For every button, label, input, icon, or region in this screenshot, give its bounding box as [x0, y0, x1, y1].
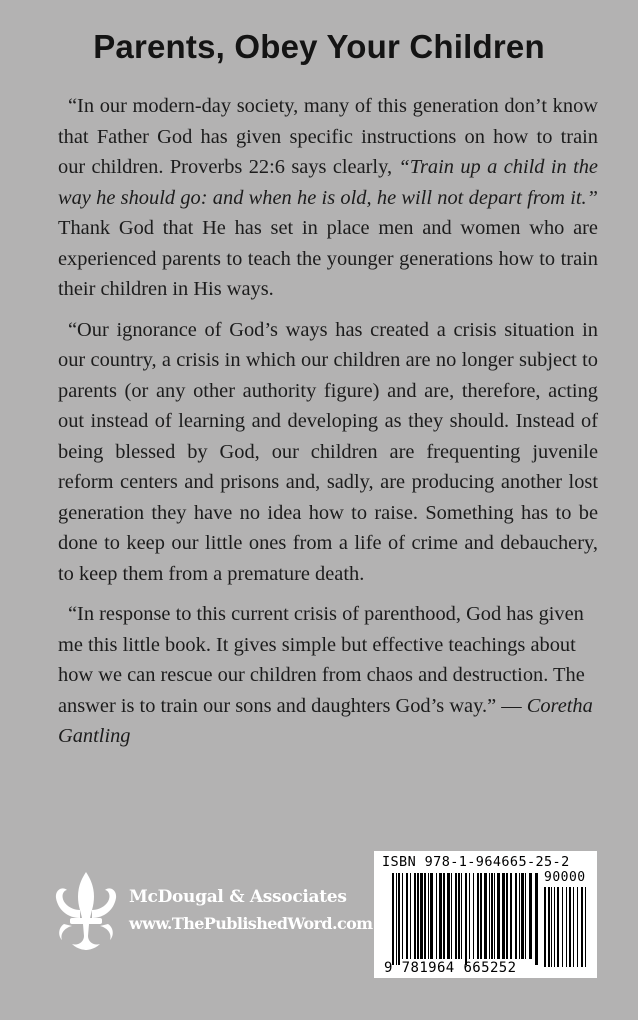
blurb-text — [58, 91, 598, 762]
barcode-bar — [436, 873, 437, 959]
publisher-block — [50, 870, 380, 950]
barcode-bar — [461, 873, 462, 959]
paragraph-1-text-end: Thank God that He has set in place men and women who are experienced parents to teach the younger generations how to train their children in His ways. — [58, 217, 598, 300]
barcode-bar — [396, 873, 397, 965]
addon-bar — [566, 887, 567, 967]
barcode-bar — [510, 873, 512, 959]
barcode-bar — [529, 873, 532, 959]
blurb-paragraph-3 — [58, 599, 598, 752]
attribution-dash: — — [496, 694, 527, 717]
addon-bar — [585, 887, 586, 967]
barcode-bar — [519, 873, 520, 959]
barcode-bar — [430, 873, 433, 959]
barcode-bar — [491, 873, 493, 959]
barcode-bar — [414, 873, 416, 959]
addon-bar — [544, 887, 546, 967]
barcode-bar — [443, 873, 445, 959]
barcode-bar — [458, 873, 460, 959]
barcode-digits: 9 781964 665252 — [384, 960, 517, 976]
addon-bar — [551, 887, 552, 967]
barcode-bar — [455, 873, 457, 959]
isbn-label: ISBN 978-1-964665-25-2 — [382, 854, 570, 870]
barcode-bar — [424, 873, 426, 959]
barcode-bar — [465, 873, 467, 965]
barcode-bar — [451, 873, 452, 959]
barcode-bar — [494, 873, 495, 959]
barcode-bar — [392, 873, 394, 965]
addon-bar — [581, 887, 583, 967]
barcode-bar — [439, 873, 442, 959]
barcode-bar — [410, 873, 411, 959]
book-title: Parents, Obey Your Children — [93, 28, 545, 65]
blurb-paragraph-1 — [58, 91, 598, 305]
barcode-bar — [406, 873, 408, 959]
barcode-bar — [535, 873, 538, 965]
barcode-bar — [417, 873, 419, 959]
addon-bar — [562, 887, 563, 967]
barcode-bar — [502, 873, 505, 959]
barcode-bar — [506, 873, 508, 959]
barcode-bar — [525, 873, 526, 959]
barcode-bar — [477, 873, 479, 959]
author-attribution: Coretha Gantling — [58, 694, 593, 747]
barcode-bar — [484, 873, 487, 959]
addon-bar — [548, 887, 550, 967]
paragraph-1-text: “In our modern-day society, many of this generation don’t know that Father God has given specific instructions on how to train our children. Proverbs 22:6 says clearly, — [58, 95, 598, 178]
addon-bar — [573, 887, 574, 967]
fleur-de-lis-icon — [50, 870, 122, 952]
addon-bar — [569, 887, 571, 967]
barcode-bar — [447, 873, 450, 959]
paragraph-3-text: “In response to this current crisis of parenthood, God has given me this little book. It gives simple but effective teachings about how we can rescue our children from chaos and destruction. The answer is to train our sons and daughters God’s way.” — [58, 603, 585, 717]
blurb-paragraph-2 — [58, 315, 598, 590]
addon-bar — [577, 887, 578, 967]
barcode-bar — [428, 873, 429, 959]
barcode-bar — [398, 873, 400, 965]
addon-bar — [557, 887, 559, 967]
barcode-bar — [480, 873, 482, 959]
publisher-url: www.ThePublishedWord.com — [129, 914, 373, 933]
barcode-bar — [402, 873, 403, 959]
isbn-barcode — [374, 851, 597, 978]
barcode-bar — [497, 873, 500, 959]
barcode-bar — [469, 873, 470, 959]
price-code: 90000 — [544, 870, 586, 885]
addon-bar — [554, 887, 555, 967]
barcode-bar — [489, 873, 490, 959]
barcode-bar — [515, 873, 517, 959]
proverbs-quote: “Train up a child in the way he should go: and when he is old, he will not depart from it.” — [58, 156, 598, 209]
barcode-bar — [473, 873, 474, 959]
barcode-bar — [521, 873, 524, 959]
publisher-name: McDougal & Associates — [129, 887, 347, 907]
paragraph-2-text: “Our ignorance of God’s ways has created a crisis situation in our country, a crisis in which our children are no longer subject to parents (or any other authority figure) and are, therefore, acting out instead of learning and developing as they should. Instead of being blessed by God, our children are frequenting juvenile reform centers and prisons and, sadly, are producing another lost generation they have no idea how to raise. Something has to be done to keep our little ones from a life of crime and debauchery, to keep them from a premature death. — [58, 318, 598, 585]
barcode-bar — [420, 873, 423, 959]
